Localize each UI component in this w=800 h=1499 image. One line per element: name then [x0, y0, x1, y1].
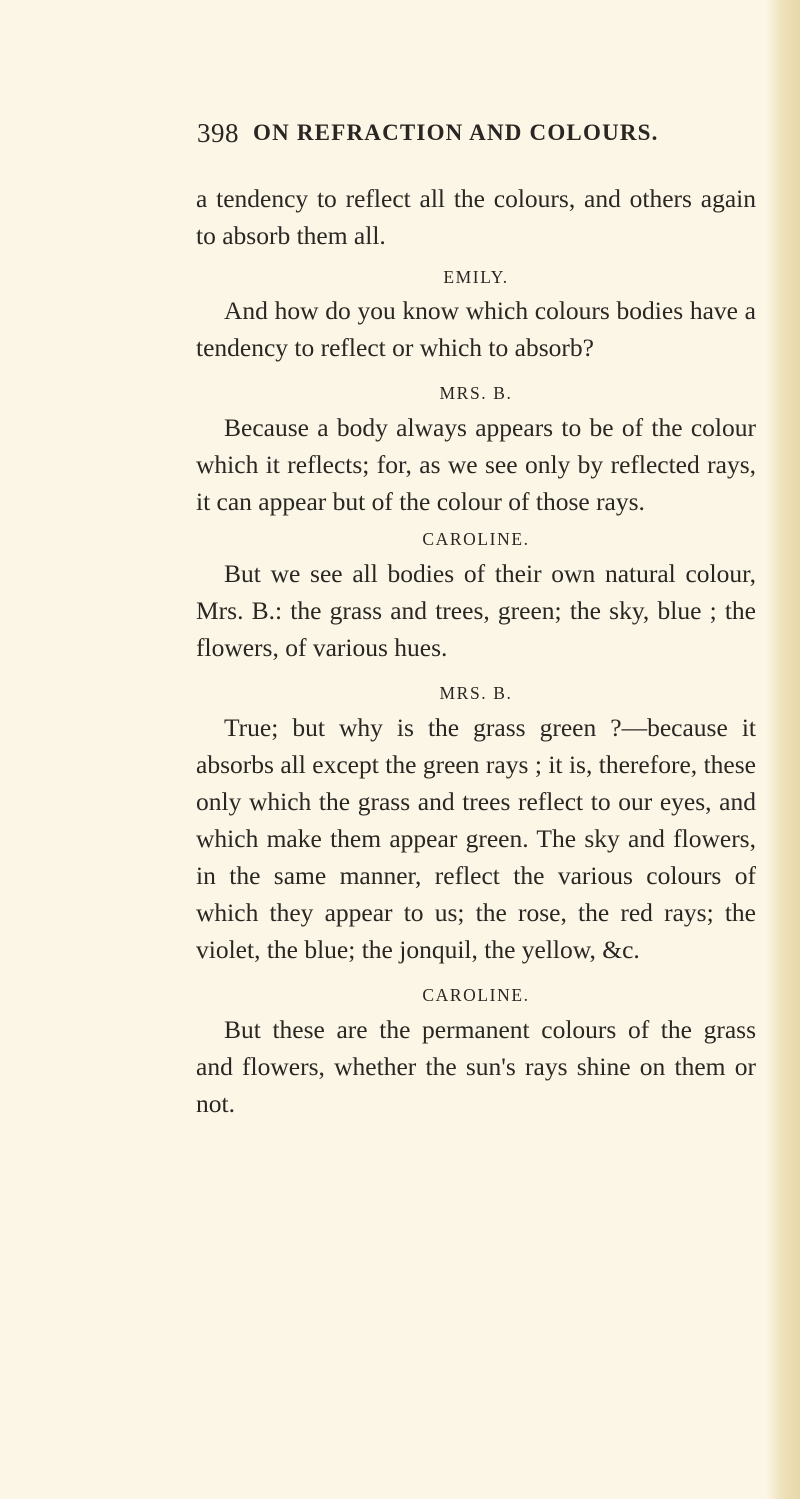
- paragraph-caroline: But we see all bodies of their own natural colour, Mrs. B.: the grass and trees, green; the sky, blue ; the flowers, of various hues.: [196, 559, 756, 662]
- page-number: 398: [197, 118, 239, 148]
- speaker-label-caroline: CAROLINE.: [422, 529, 530, 549]
- paragraph-continuation: a tendency to reflect all the colours, and others again to absorb them all.: [196, 184, 756, 250]
- speaker-label-caroline-2: CAROLINE.: [422, 985, 530, 1005]
- page-edge-shading: [766, 0, 800, 1499]
- speaker-label-mrs-b: MRS. B.: [439, 383, 513, 403]
- paragraph-mrs-b-2: True; but why is the grass green ?—because it absorbs all except the green rays ; it is, therefore, these only which the grass and trees reflect to our eyes, and which make them appear green. The sky and flowers, in the same manner, reflect the various colours of which they appear to us; the rose, the red rays; the violet, the blue; the jonquil, the yellow, &c.: [196, 713, 756, 964]
- paragraph-caroline-2: But these are the permanent colours of the grass and flowers, whether the sun's rays shine on them or not.: [196, 1015, 756, 1118]
- speaker-label-mrs-b-2: MRS. B.: [439, 683, 513, 703]
- page-header: [0, 114, 800, 154]
- speaker-label-emily: EMILY.: [443, 267, 509, 287]
- running-head: ON REFRACTION AND COLOURS.: [253, 120, 659, 145]
- paragraph-mrs-b: Because a body always appears to be of the colour which it reflects; for, as we see only by reflected rays, it can appear but of the colour of those rays.: [196, 413, 756, 516]
- page-body: [196, 180, 756, 1122]
- paragraph-emily: And how do you know which colours bodies have a tendency to reflect or which to absorb?: [196, 296, 756, 362]
